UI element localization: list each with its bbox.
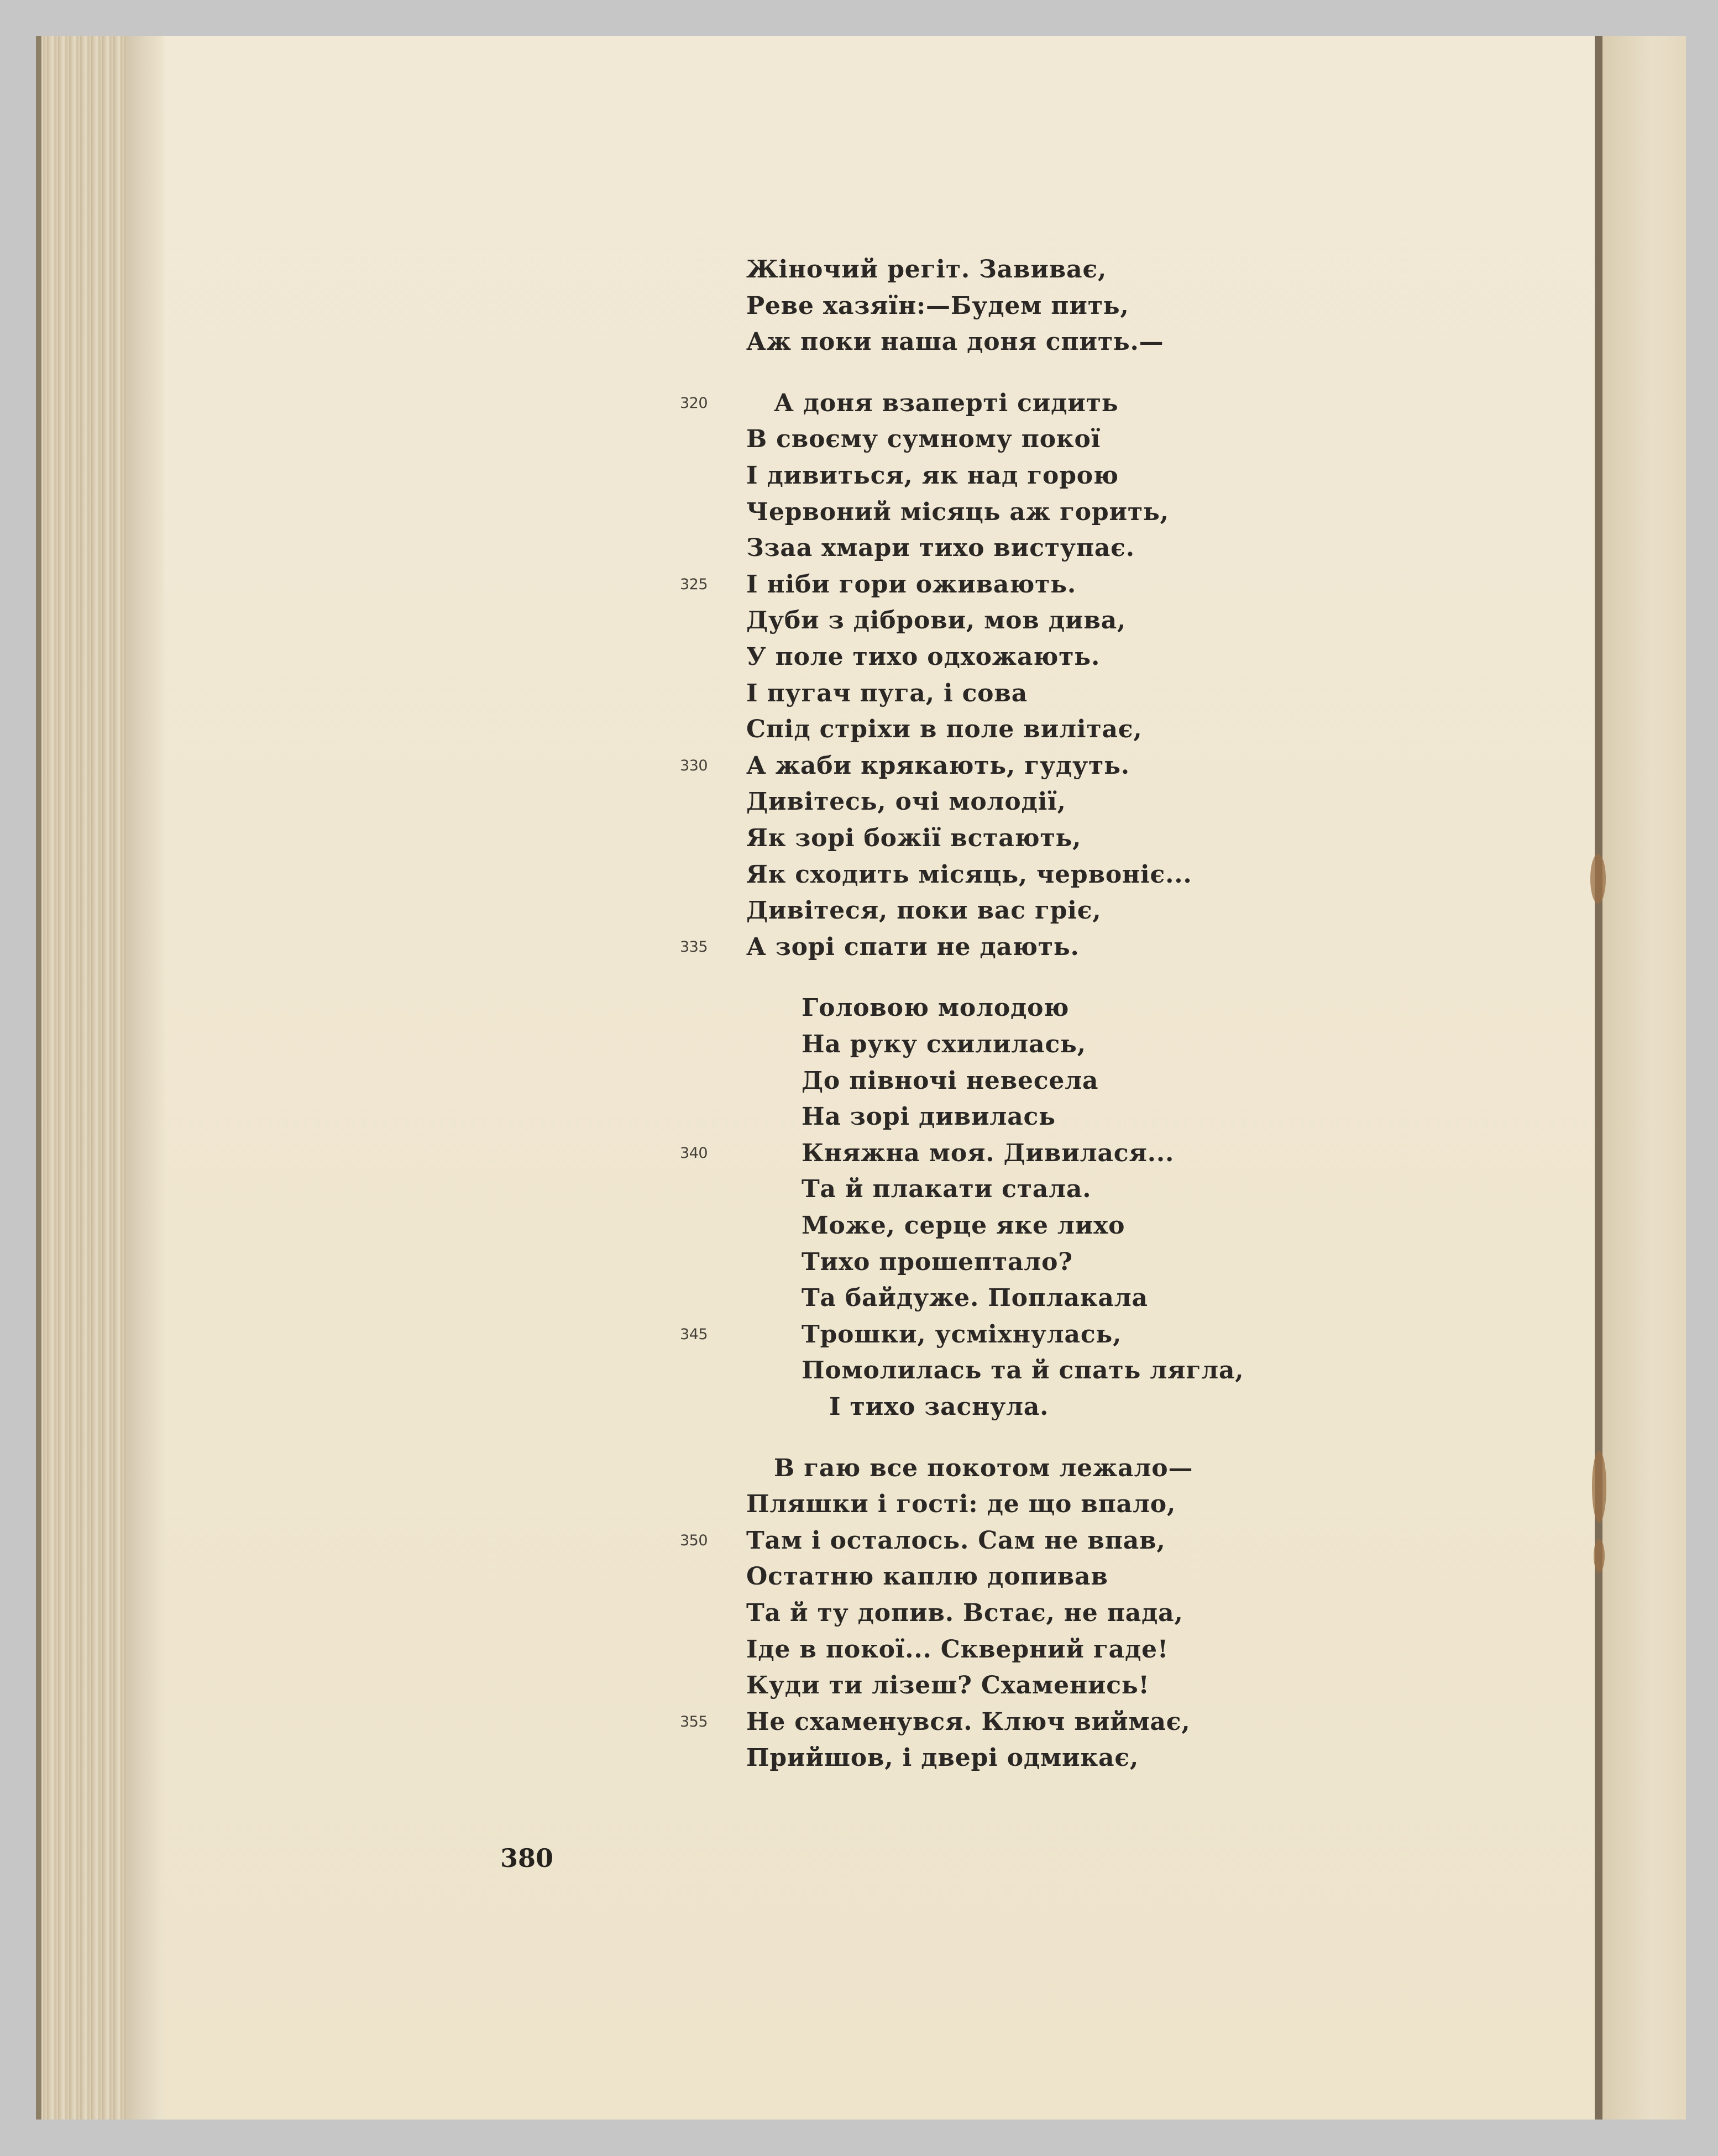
poem-line: Може, серце яке лихо (802, 1211, 1125, 1240)
poem-line: Жіночий регіт. Завиває, (746, 255, 1107, 284)
poem-line: І пугач пуга, і сова (746, 679, 1028, 707)
line-number: 350 (680, 1531, 708, 1549)
book-edge-dark (36, 36, 41, 2120)
line-number: 335 (680, 938, 708, 956)
poem-line: Та байдуже. Поплакала (802, 1284, 1148, 1313)
poem-line: Трошки, усміхнулась, (802, 1320, 1122, 1349)
book-edge-shadow (127, 36, 166, 2120)
poem-line: Реве хазяїн:—Будем пить, (746, 291, 1129, 320)
poem-line: А зорі спати не дають. (746, 932, 1080, 961)
poem-line: Червоний місяць аж горить, (746, 497, 1169, 526)
poem-line: Як сходить місяць, червоніє... (746, 860, 1192, 889)
poem-line: Остатню каплю допивав (746, 1562, 1108, 1591)
poem-line: В своєму сумному покої (746, 425, 1101, 454)
poem-line: Аж поки наша доня спить.— (746, 328, 1164, 356)
poem-line: Помолилась та й спать лягла, (802, 1356, 1244, 1385)
poem-line: Княжна моя. Дивилася... (802, 1139, 1175, 1167)
poem-line: Там і осталось. Сам не впав, (746, 1526, 1166, 1555)
poem-line: Головою молодою (802, 994, 1070, 1022)
poem-line: І дивиться, як над горою (746, 461, 1119, 490)
paper-stain (1592, 1451, 1606, 1523)
poem-line: На руку схилилась, (802, 1030, 1086, 1058)
line-number: 345 (680, 1325, 708, 1343)
book-edge (36, 36, 127, 2120)
poem-line: А жаби крякають, гудуть. (746, 751, 1130, 780)
paper-stain (1590, 854, 1606, 904)
poem-line: Не схаменувся. Ключ виймає, (746, 1707, 1191, 1736)
line-number: 330 (680, 757, 708, 774)
poem-line: Дивітеся, поки вас гріє, (746, 896, 1102, 925)
poem-line: Спід стріхи в поле вилітає, (746, 715, 1143, 744)
page-gutter (1595, 36, 1602, 2120)
line-number: 340 (680, 1144, 708, 1162)
page-number: 380 (500, 1843, 554, 1873)
poem-line: Дивітесь, очі молодії, (746, 788, 1066, 816)
poem-line: А доня взаперті сидить (774, 389, 1119, 417)
poem-line: На зорі дивилась (802, 1103, 1056, 1131)
poem-line: У поле тихо одхожають. (746, 643, 1101, 671)
poem-line: Та й ту допив. Встає, не пада, (746, 1599, 1183, 1627)
line-number: 320 (680, 394, 708, 412)
poem-line: Тихо прошептало? (802, 1247, 1073, 1276)
poem-line: Дуби з діброви, мов дива, (746, 606, 1127, 635)
poem-line: В гаю все покотом лежало— (774, 1454, 1193, 1482)
poem-text (680, 251, 1564, 1882)
poem-line: І тихо заснула. (829, 1393, 1049, 1421)
next-page-edge (1602, 36, 1686, 2120)
line-number: 325 (680, 575, 708, 593)
line-number: 355 (680, 1713, 708, 1730)
poem-line: І ніби гори оживають. (746, 570, 1077, 599)
poem-line: Пляшки і гості: де що впало, (746, 1490, 1176, 1519)
poem-line: Ззаа хмари тихо виступає. (746, 534, 1135, 563)
poem-line: Прийшов, і двері одмикає, (746, 1744, 1139, 1772)
poem-line: Як зорі божії встають, (746, 824, 1082, 852)
poem-line: Та й плакати стала. (802, 1175, 1092, 1204)
poem-line: Іде в покої... Скверний гаде! (746, 1635, 1169, 1664)
poem-line: До півночі невесела (802, 1066, 1099, 1095)
paper-stain (1594, 1539, 1605, 1572)
scanned-book-page (36, 36, 1686, 2120)
poem-line: Куди ти лізеш? Схаменись! (746, 1671, 1150, 1700)
